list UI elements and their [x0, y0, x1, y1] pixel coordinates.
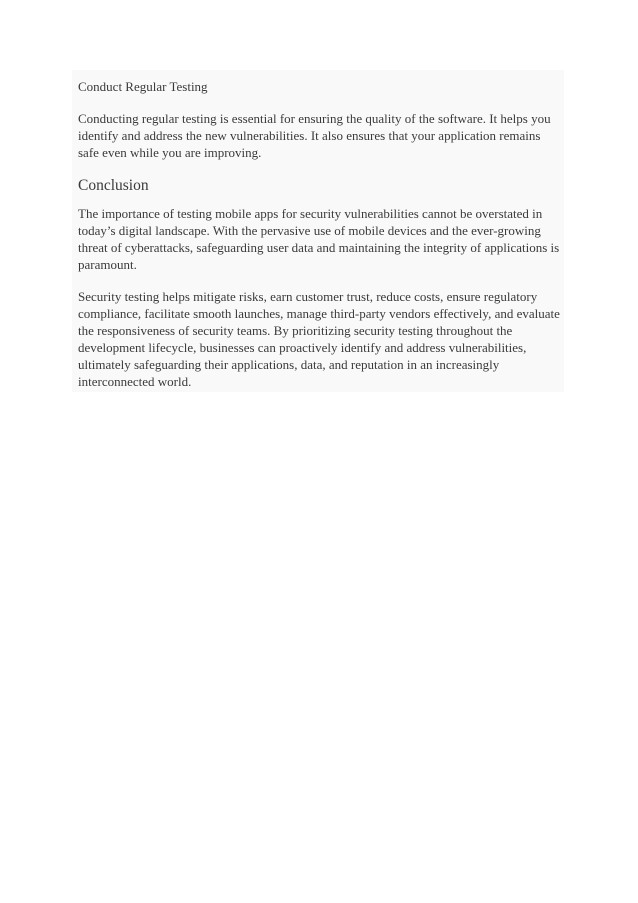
paragraph-conclusion-importance: The importance of testing mobile apps for security vulnerabilities cannot be overstated in today’s digital landscape. With the pervasive use of mobile devices and the ever-growing threat of cyberattacks, safeguarding user data and maintaining the integrity of applications is paramount.	[78, 206, 560, 272]
document-content-block	[72, 70, 564, 392]
section-heading-conclusion: Conclusion	[78, 177, 149, 194]
paragraph-conclusion-security-testing: Security testing helps mitigate risks, earn customer trust, reduce costs, ensure regulatory compliance, facilitate smooth launches, manage third-party vendors effectively, and evaluate the responsiveness of security teams. By prioritizing security testing throughout the development lifecycle, businesses can proactively identify and address vulnerabilities, ultimately safeguarding their applications, data, and reputation in an increasingly interconnected world.	[78, 289, 560, 389]
section-heading-conduct-regular-testing: Conduct Regular Testing	[78, 79, 208, 94]
document-body	[78, 78, 562, 390]
paragraph-regular-testing: Conducting regular testing is essential for ensuring the quality of the software. It helps you identify and address the new vulnerabilities. It also ensures that your application remains safe even while you are improving.	[78, 111, 551, 160]
